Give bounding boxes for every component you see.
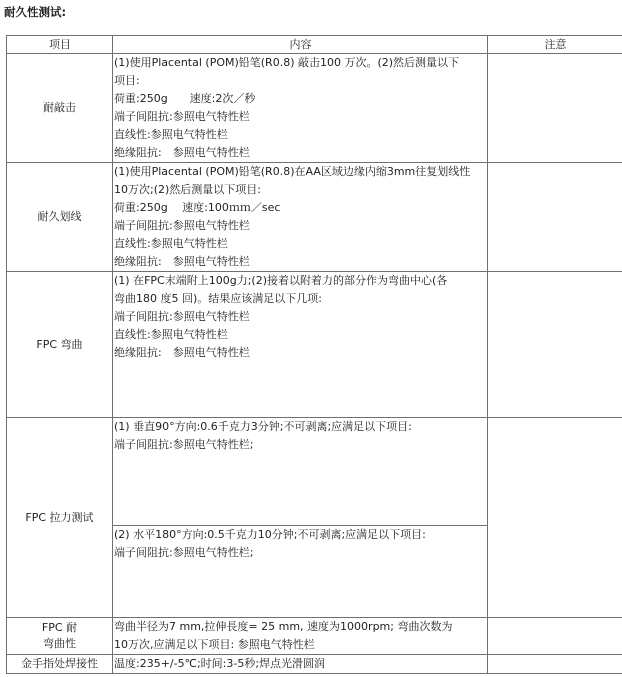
table-header-row [7,36,622,54]
content-line: 温度:235+/-5℃;时间:3-5秒;焊点光滑圆润 [114,657,326,670]
table-row-fpc-bend [7,272,622,418]
row-note [488,655,622,674]
content-line: (1) 在FPC末端附上100g力;(2)接着以附着力的部分作为弯曲中心(各 [114,274,448,287]
content-line: (1)使用Placental (POM)铅笔(R0.8)在AA区域边缘内缩3mm往复划线性 [114,165,471,178]
content-line: 端子间阻抗:参照电气特性栏; [114,438,254,451]
content-line: 端子间阻抗:参照电气特性栏 [114,110,250,123]
content-line: 10万次;(2)然后测量以下项目: [114,183,261,196]
row-label [7,618,113,655]
table-row-gold-finger-solder [7,655,622,674]
content-line: 直线性:参照电气特性栏 [114,237,228,250]
row-label: FPC 弯曲 [7,272,113,418]
row-note [488,163,622,272]
row-content [113,163,488,272]
row-content [113,618,488,655]
row-note [488,272,622,418]
row-label: 耐敲击 [7,54,113,163]
row-content [113,418,488,526]
row-note [488,418,622,618]
section-title: 耐久性测试: [4,5,67,19]
table-row-fpc-pull-vertical [7,418,622,526]
content-line: 绝缘阻抗: 参照电气特性栏 [114,255,250,268]
content-line: 弯曲180 度5 回)。结果应该满足以下几项: [114,292,322,305]
content-line: (1) 垂直90°方向:0.6千克力3分钟;不可剥离;应满足以下项目: [114,420,412,433]
content-line: 直线性:参照电气特性栏 [114,328,228,341]
content-line: 直线性:参照电气特性栏 [114,128,228,141]
durability-test-table [6,35,622,674]
header-content: 内容 [113,36,488,54]
row-content [113,54,488,163]
row-label-line: FPC 耐 [41,621,78,634]
row-content [113,655,488,674]
header-note: 注意 [488,36,622,54]
row-content [113,272,488,418]
row-label: 耐久划线 [7,163,113,272]
content-line: (1)使用Placental (POM)铅笔(R0.8) 敲击100 万次。(2)然后测量以下 [114,56,460,69]
row-note [488,54,622,163]
content-line: 荷重:250g 速度:100ｍｍ／sec [114,201,281,214]
content-line: 端子间阻抗:参照电气特性栏; [114,546,254,559]
content-line: 荷重:250g 速度:2次／秒 [114,92,256,105]
content-line: 绝缘阻抗: 参照电气特性栏 [114,346,250,359]
row-label-line: 弯曲性 [43,637,76,650]
table-row-tap-endurance [7,54,622,163]
table-row-fpc-flex-endurance [7,618,622,655]
table-row-scratch-endurance [7,163,622,272]
header-item: 项目 [7,36,113,54]
content-line: 端子间阻抗:参照电气特性栏 [114,310,250,323]
row-label: 金手指处焊接性 [7,655,113,674]
content-line: 弯曲半径为7 mm,拉伸長度= 25 mm, 速度为1000rpm; 弯曲次数为 [114,620,453,633]
content-line: (2) 水平180°方向:0.5千克力10分钟;不可剥离;应满足以下项目: [114,528,426,541]
row-label: FPC 拉力测试 [7,418,113,618]
content-line: 端子间阻抗:参照电气特性栏 [114,219,250,232]
content-line: 绝缘阻抗: 参照电气特性栏 [114,146,250,159]
row-note [488,618,622,655]
row-content [113,526,488,618]
content-line: 10万次,应满足以下项目: 参照电气特性栏 [114,638,315,651]
content-line: 项目: [114,74,140,87]
